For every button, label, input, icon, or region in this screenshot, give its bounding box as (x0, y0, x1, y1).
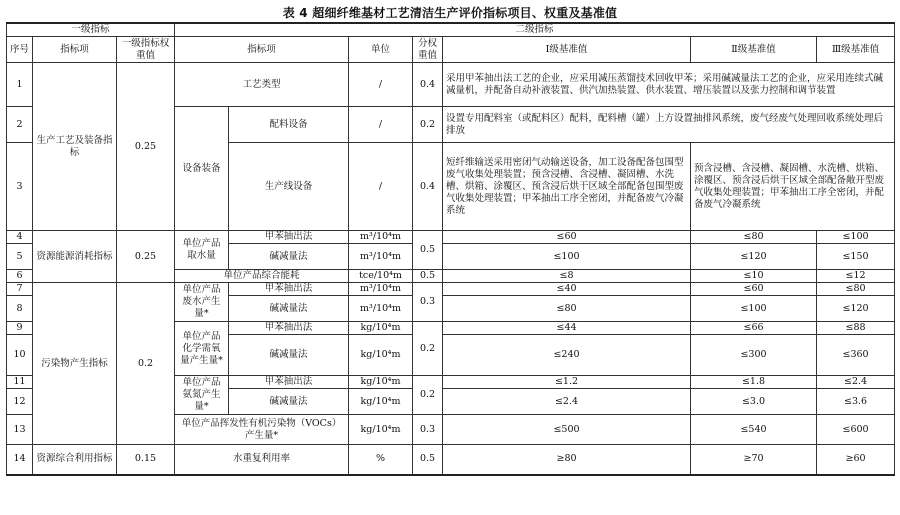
row-grade1: ≤40 (443, 283, 691, 296)
row-weight: 0.5 (413, 445, 443, 475)
header-l1-weight: 一级指标权重值 (117, 37, 175, 63)
group-weight: 0.15 (117, 445, 175, 475)
row-unit: m³/10⁴m (349, 283, 413, 296)
row-basis: 采用甲苯抽出法工艺的企业，应采用减压蒸馏技术回收甲苯；采用碱减量法工艺的企业，应采用连续式碱减量机，并配备自动补液装置、供汽加热装置、供水装置、增压装置以及张力控制和调节装置 (443, 63, 895, 107)
row-grade3: ≤3.6 (817, 389, 895, 415)
row-item: 碱减量法 (229, 296, 349, 322)
row-basis: 设置专用配料室（或配料区）配料，配料槽（罐）上方设置抽排风系统，废气经废气处理回收系统处理后排放 (443, 107, 895, 143)
row-grade3: ≥60 (817, 445, 895, 475)
row-seq: 1 (7, 63, 33, 107)
row-seq: 13 (7, 415, 33, 445)
row-grade3: ≤12 (817, 270, 895, 283)
row-grade3: ≤100 (817, 231, 895, 244)
row-weight: 0.3 (413, 415, 443, 445)
row-grade1: ≤60 (443, 231, 691, 244)
row-unit: kg/10⁴m (349, 335, 413, 376)
table-row (7, 445, 895, 475)
table-row (7, 231, 895, 244)
group-name: 生产工艺及装备指标 (33, 63, 117, 231)
header-level2-group: 二级指标 (175, 23, 895, 37)
row-seq: 11 (7, 376, 33, 389)
row-unit: / (349, 63, 413, 107)
row-unit: kg/10⁴m (349, 376, 413, 389)
row-grade1: ≤1.2 (443, 376, 691, 389)
row-grade2: ≤80 (691, 231, 817, 244)
header-sub-weight: 分权重值 (413, 37, 443, 63)
row-grade1: ≥80 (443, 445, 691, 475)
row-item: 甲苯抽出法 (229, 322, 349, 335)
row-grade3: ≤600 (817, 415, 895, 445)
row-item: 单位产品挥发性有机污染物（VOCs）产生量* (175, 415, 349, 445)
row-grade2: ≤3.0 (691, 389, 817, 415)
row-grade2: ≥70 (691, 445, 817, 475)
row-grade3: ≤360 (817, 335, 895, 376)
row-grade1: ≤500 (443, 415, 691, 445)
row-seq: 14 (7, 445, 33, 475)
header-level1-group: 一级指标 (7, 23, 175, 37)
header-grade3: Ⅲ级基准值 (817, 37, 895, 63)
row-seq: 6 (7, 270, 33, 283)
row-unit: tce/10⁴m (349, 270, 413, 283)
row-unit: m³/10⁴m (349, 296, 413, 322)
row-grade3: ≤80 (817, 283, 895, 296)
row-grade3: ≤150 (817, 244, 895, 270)
row-grade2: ≤540 (691, 415, 817, 445)
row-grade2: ≤10 (691, 270, 817, 283)
row-unit: kg/10⁴m (349, 322, 413, 335)
row-grade1: 短纤维输送采用密闭气动输送设备，加工设备配备包围型废气收集处理装置；预含浸槽、含浸槽、凝固槽、水洗槽、烘箱、涂覆区、预含浸后烘干区域全部配备包围型废气收集处理装置；甲苯抽出工序全密闭，并配备废气冷凝系统 (443, 143, 691, 231)
row-grade1: ≤2.4 (443, 389, 691, 415)
header-unit: 单位 (349, 37, 413, 63)
group-weight: 0.2 (117, 283, 175, 445)
header-seq: 序号 (7, 37, 33, 63)
row-item: 配料设备 (229, 107, 349, 143)
header-row-group (7, 23, 895, 37)
row-item: 甲苯抽出法 (229, 283, 349, 296)
row-grade1: ≤100 (443, 244, 691, 270)
header-grade2: Ⅱ级基准值 (691, 37, 817, 63)
row-grade3: ≤120 (817, 296, 895, 322)
row-grade1: ≤8 (443, 270, 691, 283)
header-l1-item: 指标项 (33, 37, 117, 63)
header-row-columns (7, 37, 895, 63)
row-weight: 0.5 (413, 270, 443, 283)
header-grade1: Ⅰ级基准值 (443, 37, 691, 63)
water-intake-label: 单位产品取水量 (175, 231, 229, 270)
group-name: 资源能源消耗指标 (33, 231, 117, 283)
table-title: 表 4 超细纤维基材工艺清洁生产评价指标项目、权重及基准值 (282, 6, 618, 20)
row-item: 碱减量法 (229, 389, 349, 415)
row-unit: % (349, 445, 413, 475)
row-weight: 0.3 (413, 283, 443, 322)
row-unit: kg/10⁴m (349, 415, 413, 445)
row-seq: 7 (7, 283, 33, 296)
row-seq: 9 (7, 322, 33, 335)
row-unit: m³/10⁴m (349, 231, 413, 244)
group-weight: 0.25 (117, 63, 175, 231)
row-grade2: ≤100 (691, 296, 817, 322)
row-seq: 2 (7, 107, 33, 143)
row-grade3: ≤88 (817, 322, 895, 335)
group-name: 污染物产生指标 (33, 283, 117, 445)
wastewater-label: 单位产品废水产生量* (175, 283, 229, 322)
row-item: 碱减量法 (229, 244, 349, 270)
row-grade2: ≤120 (691, 244, 817, 270)
row-grade1: ≤240 (443, 335, 691, 376)
row-unit: / (349, 143, 413, 231)
cod-label: 单位产品化学需氧量产生量* (175, 322, 229, 376)
row-item: 甲苯抽出法 (229, 376, 349, 389)
row-seq: 12 (7, 389, 33, 415)
row-unit: m³/10⁴m (349, 244, 413, 270)
row-seq: 5 (7, 244, 33, 270)
row-grade2: ≤60 (691, 283, 817, 296)
row-weight: 0.4 (413, 63, 443, 107)
equipment-label: 设备装备 (175, 107, 229, 231)
row-grade2: ≤1.8 (691, 376, 817, 389)
table-row (7, 283, 895, 296)
row-seq: 10 (7, 335, 33, 376)
row-weight: 0.5 (413, 231, 443, 270)
group-name: 资源综合利用指标 (33, 445, 117, 475)
group-weight: 0.25 (117, 231, 175, 283)
row-seq: 4 (7, 231, 33, 244)
row-weight: 0.2 (413, 322, 443, 376)
row-item: 单位产品综合能耗 (175, 270, 349, 283)
row-item: 水重复利用率 (175, 445, 349, 475)
row-seq: 3 (7, 143, 33, 231)
row-grade1: ≤80 (443, 296, 691, 322)
row-grade3: ≤2.4 (817, 376, 895, 389)
row-unit: kg/10⁴m (349, 389, 413, 415)
row-item: 生产线设备 (229, 143, 349, 231)
table-row (7, 63, 895, 107)
row-weight: 0.2 (413, 107, 443, 143)
row-unit: / (349, 107, 413, 143)
indicator-table (6, 22, 895, 476)
row-item: 碱减量法 (229, 335, 349, 376)
row-item: 工艺类型 (175, 63, 349, 107)
row-grade2: ≤66 (691, 322, 817, 335)
ammonia-label: 单位产品氨氮产生量* (175, 376, 229, 415)
row-grade2: ≤300 (691, 335, 817, 376)
row-weight: 0.4 (413, 143, 443, 231)
row-grade23: 预含浸槽、含浸槽、凝固槽、水洗槽、烘箱、涂覆区、预含浸后烘干区域全部配备敞开型废气收集处理装置；甲苯抽出工序全密闭，并配备废气冷凝系统 (691, 143, 895, 231)
row-weight: 0.2 (413, 376, 443, 415)
header-l2-item: 指标项 (175, 37, 349, 63)
row-seq: 8 (7, 296, 33, 322)
row-grade1: ≤44 (443, 322, 691, 335)
row-item: 甲苯抽出法 (229, 231, 349, 244)
